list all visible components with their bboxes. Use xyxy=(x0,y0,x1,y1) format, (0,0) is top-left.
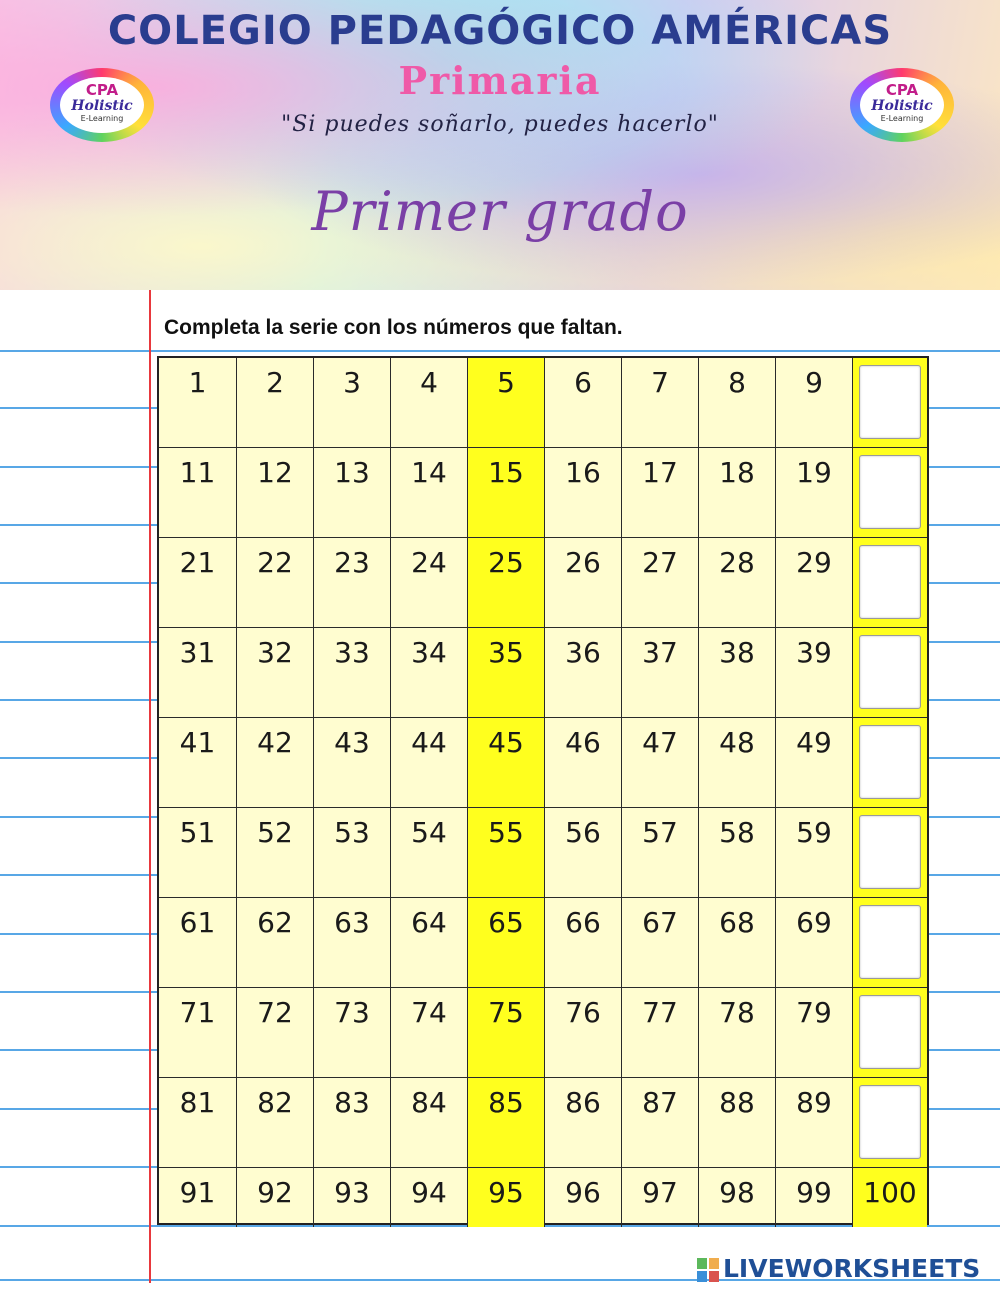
grid-number: 99 xyxy=(796,1176,832,1209)
answer-input-box[interactable] xyxy=(859,1085,921,1159)
grid-cell xyxy=(237,718,314,808)
answer-input-box[interactable] xyxy=(859,725,921,799)
grid-cell xyxy=(468,538,545,628)
grid-cell xyxy=(159,538,237,628)
grid-cell xyxy=(159,988,237,1078)
grid-cell xyxy=(159,628,237,718)
grid-cell xyxy=(853,448,927,538)
grid-number: 39 xyxy=(796,636,832,669)
grid-cell xyxy=(237,1078,314,1168)
grid-cell xyxy=(237,538,314,628)
grid-number: 51 xyxy=(179,816,216,849)
grid-number: 57 xyxy=(642,816,678,849)
grid-number: 24 xyxy=(411,546,447,579)
grid-cell xyxy=(545,1168,622,1227)
grid-cell xyxy=(545,718,622,808)
grid-number: 25 xyxy=(488,546,524,579)
grid-cell xyxy=(314,358,391,448)
grid-number: 36 xyxy=(565,636,601,669)
grid-cell xyxy=(159,448,237,538)
grid-number: 58 xyxy=(719,816,755,849)
grid-cell xyxy=(776,358,853,448)
grid-cell xyxy=(314,628,391,718)
answer-input-box[interactable] xyxy=(859,995,921,1069)
grid-number: 2 xyxy=(266,366,284,399)
grid-cell xyxy=(545,628,622,718)
grid-cell xyxy=(776,808,853,898)
grid-cell xyxy=(391,988,468,1078)
grid-number: 76 xyxy=(565,996,601,1029)
grid-cell xyxy=(391,898,468,988)
grid-number: 100 xyxy=(863,1176,917,1209)
grid-cell xyxy=(699,718,776,808)
school-logo-left xyxy=(50,68,154,142)
grid-cell xyxy=(853,358,927,448)
grid-cell xyxy=(622,718,699,808)
grid-cell xyxy=(159,718,237,808)
answer-input-box[interactable] xyxy=(859,545,921,619)
grid-number: 18 xyxy=(719,456,755,489)
grid-cell xyxy=(391,1078,468,1168)
grid-cell xyxy=(314,1168,391,1227)
grid-number: 16 xyxy=(565,456,601,489)
grid-cell xyxy=(699,808,776,898)
grid-number: 59 xyxy=(796,816,832,849)
grid-cell xyxy=(622,988,699,1078)
school-level: Primaria xyxy=(398,58,602,103)
grid-number: 75 xyxy=(488,996,524,1029)
grid-cell xyxy=(622,358,699,448)
grid-number: 92 xyxy=(257,1176,293,1209)
grid-cell xyxy=(237,1168,314,1227)
grid-number: 69 xyxy=(796,906,832,939)
logo-text-cpa: CPA xyxy=(85,81,119,99)
school-logo-right xyxy=(850,68,954,142)
grid-number: 47 xyxy=(642,726,678,759)
grid-cell xyxy=(237,808,314,898)
grid-cell xyxy=(237,448,314,538)
grid-number: 15 xyxy=(488,456,524,489)
grid-number: 82 xyxy=(257,1086,293,1119)
grid-number: 3 xyxy=(343,366,361,399)
grid-cell xyxy=(159,1078,237,1168)
grid-number: 11 xyxy=(179,456,216,489)
grid-number: 88 xyxy=(719,1086,755,1119)
grid-number: 64 xyxy=(411,906,447,939)
grid-cell xyxy=(391,628,468,718)
liveworksheets-wordmark: LIVEWORKSHEETS xyxy=(723,1254,981,1283)
grid-cell xyxy=(699,358,776,448)
grid-number: 5 xyxy=(497,366,515,399)
grid-number: 19 xyxy=(796,456,832,489)
grid-number: 27 xyxy=(642,546,678,579)
grid-number: 9 xyxy=(805,366,823,399)
school-name: COLEGIO PEDAGÓGICO AMÉRICAS xyxy=(107,8,893,54)
grid-cell xyxy=(776,898,853,988)
grid-cell xyxy=(237,898,314,988)
grid-cell xyxy=(853,718,927,808)
grid-cell xyxy=(159,1168,237,1227)
grid-cell xyxy=(853,898,927,988)
grid-number: 67 xyxy=(642,906,678,939)
grid-cell xyxy=(468,448,545,538)
grid-number: 79 xyxy=(796,996,832,1029)
grid-cell xyxy=(391,718,468,808)
school-motto: "Si puedes soñarlo, puedes hacerlo" xyxy=(281,112,719,137)
logo-text-holistic: Holistic xyxy=(871,98,933,114)
grid-cell xyxy=(699,538,776,628)
grid-cell xyxy=(699,898,776,988)
grid-number: 34 xyxy=(411,636,447,669)
grid-cell xyxy=(776,1078,853,1168)
liveworksheets-logo-icon xyxy=(697,1258,719,1282)
grid-number: 62 xyxy=(257,906,293,939)
grid-number: 56 xyxy=(565,816,601,849)
grid-cell xyxy=(622,628,699,718)
grid-number: 12 xyxy=(257,456,293,489)
grid-number: 37 xyxy=(642,636,678,669)
grid-cell xyxy=(699,1078,776,1168)
grid-number: 85 xyxy=(488,1086,524,1119)
grid-number: 96 xyxy=(565,1176,601,1209)
grid-cell xyxy=(391,358,468,448)
grid-cell xyxy=(468,628,545,718)
grid-cell xyxy=(314,898,391,988)
grid-number: 89 xyxy=(796,1086,832,1119)
answer-input-box[interactable] xyxy=(859,365,921,439)
grid-cell xyxy=(622,1078,699,1168)
answer-input-box[interactable] xyxy=(859,815,921,889)
grid-cell xyxy=(776,448,853,538)
grid-number: 97 xyxy=(642,1176,678,1209)
grid-cell xyxy=(853,808,927,898)
grid-number: 49 xyxy=(796,726,832,759)
grid-number: 44 xyxy=(411,726,447,759)
grid-cell xyxy=(159,808,237,898)
grid-cell xyxy=(237,988,314,1078)
grid-number: 78 xyxy=(719,996,755,1029)
grid-cell xyxy=(468,1078,545,1168)
grid-number: 26 xyxy=(565,546,601,579)
grid-number: 74 xyxy=(411,996,447,1029)
grid-cell xyxy=(237,358,314,448)
grid-cell xyxy=(468,358,545,448)
grid-number: 93 xyxy=(334,1176,370,1209)
grid-number: 7 xyxy=(651,366,669,399)
grid-cell xyxy=(699,448,776,538)
grade-title: Primer grado xyxy=(311,180,689,243)
grid-number: 31 xyxy=(179,636,216,669)
grid-number: 94 xyxy=(411,1176,447,1209)
grid-cell xyxy=(391,448,468,538)
grid-cell xyxy=(853,1078,927,1168)
grid-cell xyxy=(391,1168,468,1227)
grid-cell xyxy=(314,988,391,1078)
grid-number: 98 xyxy=(719,1176,755,1209)
grid-number: 22 xyxy=(257,546,293,579)
grid-cell xyxy=(776,988,853,1078)
grid-cell xyxy=(314,808,391,898)
grid-cell xyxy=(699,1168,776,1227)
logo-text-elearning: E-Learning xyxy=(880,114,924,123)
grid-number: 33 xyxy=(334,636,370,669)
grid-number: 38 xyxy=(719,636,755,669)
grid-number: 28 xyxy=(719,546,755,579)
answer-input-box[interactable] xyxy=(859,455,921,529)
answer-input-box[interactable] xyxy=(859,905,921,979)
grid-cell xyxy=(622,538,699,628)
answer-input-box[interactable] xyxy=(859,635,921,709)
grid-number: 23 xyxy=(334,546,370,579)
grid-number: 48 xyxy=(719,726,755,759)
grid-number: 72 xyxy=(257,996,293,1029)
grid-cell xyxy=(853,988,927,1078)
grid-number: 13 xyxy=(334,456,370,489)
grid-number: 46 xyxy=(565,726,601,759)
grid-number: 42 xyxy=(257,726,293,759)
header-banner xyxy=(0,0,1000,290)
grid-cell xyxy=(314,448,391,538)
grid-number: 54 xyxy=(411,816,447,849)
grid-cell xyxy=(391,538,468,628)
grid-number: 86 xyxy=(565,1086,601,1119)
notebook-margin-line xyxy=(149,290,151,1283)
grid-number: 14 xyxy=(411,456,447,489)
grid-number: 83 xyxy=(334,1086,370,1119)
grid-number: 41 xyxy=(179,726,216,759)
grid-number: 45 xyxy=(488,726,524,759)
grid-cell xyxy=(468,898,545,988)
grid-cell xyxy=(545,538,622,628)
grid-number: 32 xyxy=(257,636,293,669)
grid-number: 73 xyxy=(334,996,370,1029)
grid-cell xyxy=(776,628,853,718)
grid-cell xyxy=(776,1168,853,1227)
grid-number: 63 xyxy=(334,906,370,939)
grid-cell xyxy=(622,808,699,898)
grid-number: 6 xyxy=(574,366,592,399)
grid-cell xyxy=(853,1168,927,1227)
logo-text-holistic: Holistic xyxy=(71,98,133,114)
grid-cell xyxy=(545,1078,622,1168)
logo-text-elearning: E-Learning xyxy=(80,114,124,123)
grid-number: 81 xyxy=(179,1086,216,1119)
grid-number: 87 xyxy=(642,1086,678,1119)
grid-number: 68 xyxy=(719,906,755,939)
grid-number: 4 xyxy=(420,366,438,399)
grid-cell xyxy=(776,538,853,628)
grid-number: 21 xyxy=(179,546,216,579)
grid-number: 65 xyxy=(488,906,524,939)
grid-cell xyxy=(776,718,853,808)
grid-cell xyxy=(237,628,314,718)
grid-cell xyxy=(468,1168,545,1227)
grid-cell xyxy=(545,358,622,448)
grid-number: 91 xyxy=(179,1176,216,1209)
instruction-text: Completa la serie con los números que faltan. xyxy=(164,316,623,339)
grid-cell xyxy=(545,988,622,1078)
grid-cell xyxy=(314,538,391,628)
grid-number: 43 xyxy=(334,726,370,759)
grid-cell xyxy=(853,538,927,628)
logo-text-cpa: CPA xyxy=(885,81,919,99)
grid-number: 17 xyxy=(642,456,678,489)
grid-cell xyxy=(159,358,237,448)
grid-number: 29 xyxy=(796,546,832,579)
grid-cell xyxy=(622,898,699,988)
grid-number: 95 xyxy=(488,1176,524,1209)
grid-cell xyxy=(699,628,776,718)
grid-cell xyxy=(545,808,622,898)
grid-cell xyxy=(545,448,622,538)
grid-cell xyxy=(468,808,545,898)
grid-number: 55 xyxy=(488,816,524,849)
grid-number: 66 xyxy=(565,906,601,939)
grid-number: 71 xyxy=(179,996,216,1029)
grid-cell xyxy=(314,718,391,808)
grid-cell xyxy=(853,628,927,718)
hundred-chart-grid xyxy=(157,356,929,1225)
grid-cell xyxy=(468,718,545,808)
grid-number: 53 xyxy=(334,816,370,849)
grid-cell xyxy=(699,988,776,1078)
grid-cell xyxy=(545,898,622,988)
grid-number: 61 xyxy=(179,906,216,939)
grid-cell xyxy=(622,1168,699,1227)
grid-number: 8 xyxy=(728,366,746,399)
grid-number: 77 xyxy=(642,996,678,1029)
grid-number: 84 xyxy=(411,1086,447,1119)
grid-cell xyxy=(468,988,545,1078)
grid-cell xyxy=(159,898,237,988)
grid-number: 1 xyxy=(188,366,207,399)
grid-number: 52 xyxy=(257,816,293,849)
grid-number: 35 xyxy=(488,636,524,669)
grid-cell xyxy=(314,1078,391,1168)
grid-cell xyxy=(391,808,468,898)
grid-cell xyxy=(622,448,699,538)
